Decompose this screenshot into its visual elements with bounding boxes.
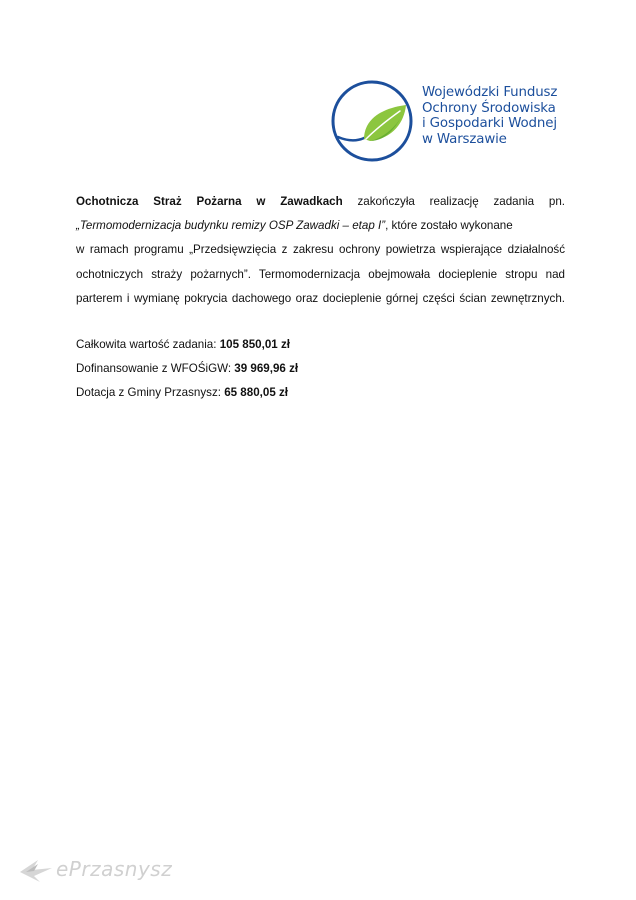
- text-fragment: , które zostało wykonane: [385, 219, 513, 233]
- text-line: parterem i wymianę pokrycia dachowego oraz docieplenie górnej części ścian zewnętrznych.: [76, 291, 565, 305]
- logo-line: Wojewódzki Fundusz: [422, 85, 558, 100]
- text-line: w ramach programu „Przedsięwzięcia z zakresu ochrony powietrza wspierające działalność: [76, 243, 565, 257]
- logo-line: Ochrony Środowiska: [422, 100, 556, 116]
- text-fragment: zakończyła realizację zadania pn.: [342, 195, 565, 208]
- funding-wfosigw: [76, 357, 565, 381]
- funding-label: Dotacja z Gminy Przasnysz:: [76, 386, 225, 400]
- organization-name: Ochotnicza Straż Pożarna w Zawadkach: [76, 195, 343, 208]
- funding-label: Całkowita wartość zadania:: [76, 338, 220, 352]
- watermark-text: ePrzasnysz: [56, 857, 173, 881]
- text-line: [76, 190, 565, 214]
- task-name: „Termomodernizacja budynku remizy OSP Zawadki – etap I”: [76, 219, 386, 233]
- funding-label: Dofinansowanie z WFOŚiGW:: [76, 362, 235, 376]
- funding-gmina: [76, 381, 565, 405]
- wfosigw-logo: [330, 79, 570, 163]
- text-line: ochotniczych straży pożarnych”. Termomodernizacja obejmowała docieplenie stropu nad: [76, 267, 565, 281]
- paragraph-description: [76, 190, 565, 311]
- eprzasnysz-logo-icon: [18, 854, 54, 884]
- logo-line: w Warszawie: [422, 131, 507, 147]
- funding-total: [76, 333, 565, 357]
- leaf-circle-logo-icon: [330, 79, 414, 163]
- eprzasnysz-watermark: [18, 852, 173, 888]
- logo-text: [422, 85, 572, 147]
- logo-line: i Gospodarki Wodnej: [422, 116, 557, 132]
- article-body: [76, 190, 565, 406]
- funding-value: 105 850,01 zł: [219, 338, 290, 352]
- funding-value: 39 969,96 zł: [234, 362, 299, 376]
- funding-value: 65 880,05 zł: [224, 386, 289, 400]
- text-line: [76, 214, 565, 238]
- funding-list: [76, 333, 565, 406]
- paragraph-gap: [76, 311, 565, 333]
